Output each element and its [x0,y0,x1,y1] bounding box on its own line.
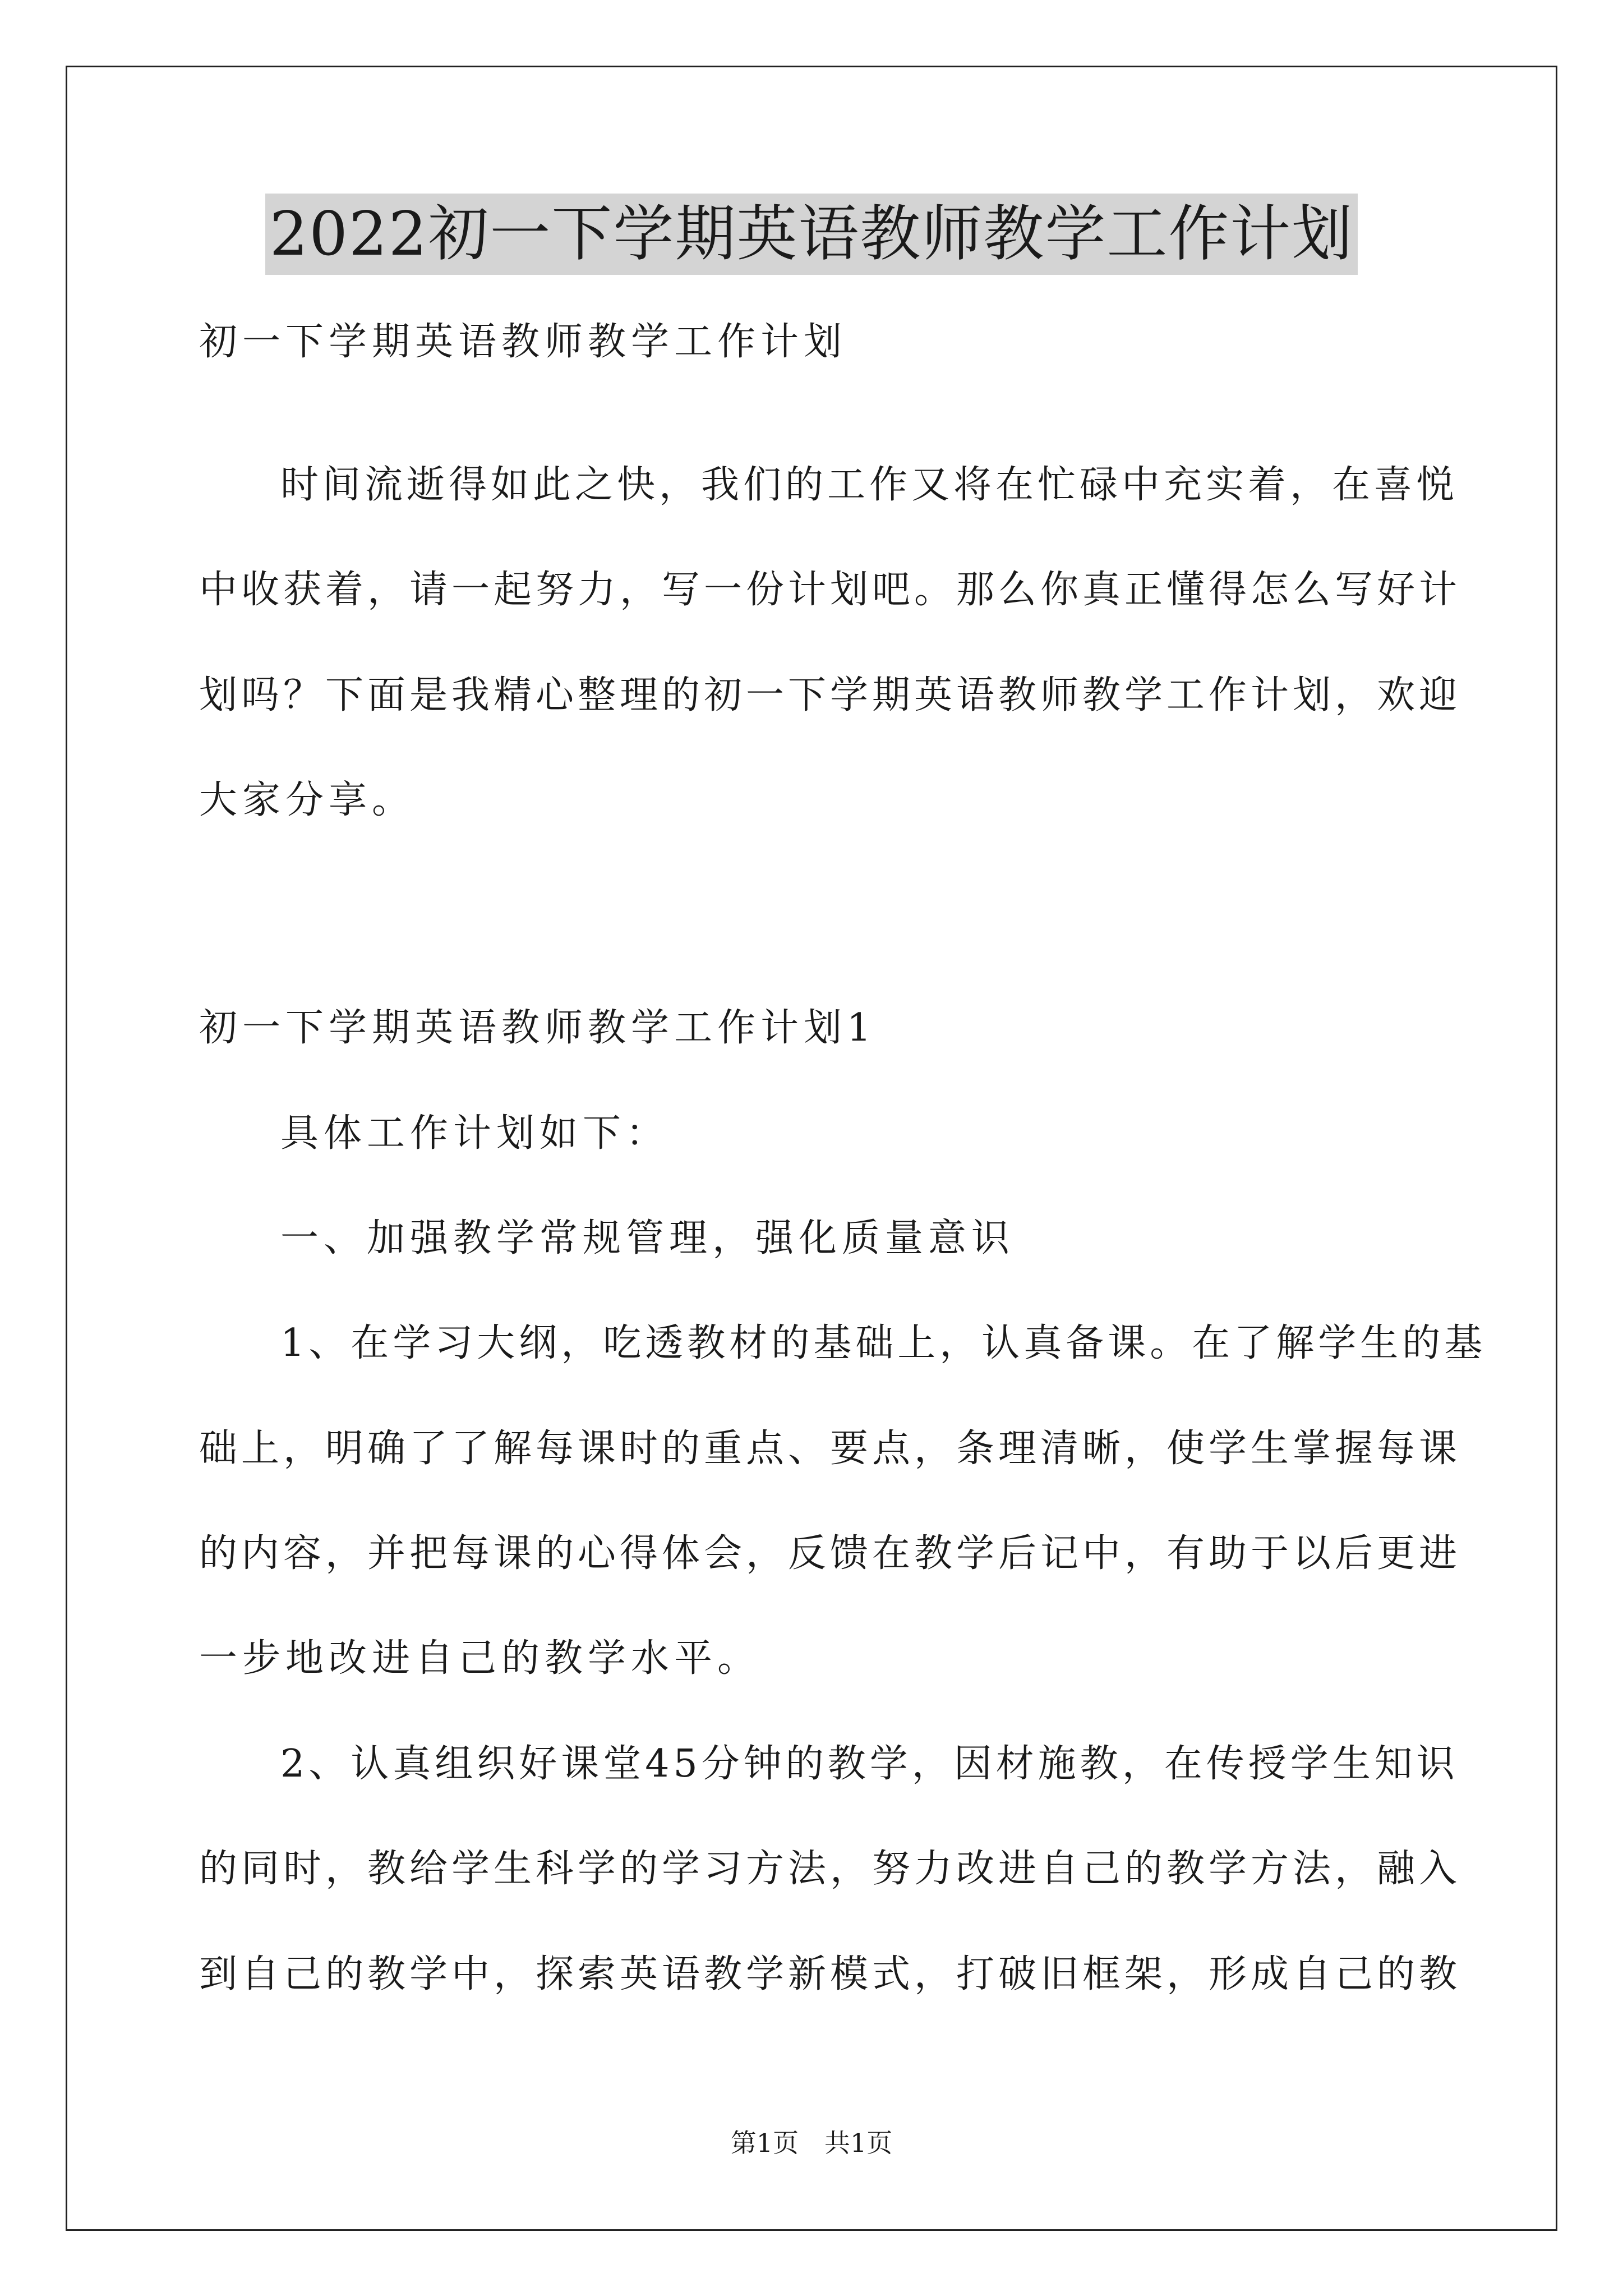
title-container [0,194,1623,275]
paragraph-line: 的内容，并把每课的心得体会，反馈在教学后记中，有助于以后更进 [199,1531,1461,1576]
paragraph-line: 时间流逝得如此之快，我们的工作又将在忙碌中充实着，在喜悦 [280,463,1459,507]
page-footer: 第1页 共1页 [730,2128,893,2158]
paragraph-line: 划吗？下面是我精心整理的初一下学期英语教师教学工作计划，欢迎 [199,673,1461,717]
paragraph-line: 大家分享。 [199,778,416,822]
document-title: 2022初一下学期英语教师教学工作计划 [265,194,1358,275]
paragraph-line: 到自己的教学中，探索英语教学新模式，打破旧框架，形成自己的教 [199,1952,1461,1996]
paragraph-line: 具体工作计划如下： [280,1111,670,1156]
paragraph-line: 中收获着，请一起努力，写一份计划吧。那么你真正懂得怎么写好计 [199,568,1461,612]
subsection-heading: 一、加强教学常规管理，强化质量意识 [280,1216,1015,1260]
paragraph-line: 础上，明确了了解每课时的重点、要点，条理清晰，使学生掌握每课 [199,1427,1461,1471]
subtitle: 初一下学期英语教师教学工作计划 [199,320,847,364]
paragraph-line: 2、认真组织好课堂45分钟的教学，因材施教，在传授学生知识 [280,1742,1459,1786]
paragraph-line: 1、在学习大纲，吃透教材的基础上，认真备课。在了解学生的基 [280,1321,1487,1365]
section-heading: 初一下学期英语教师教学工作计划1 [199,1006,877,1050]
paragraph-line: 一步地改进自己的教学水平。 [199,1636,761,1681]
paragraph-line: 的同时，教给学生科学的学习方法，努力改进自己的教学方法，融入 [199,1847,1461,1891]
